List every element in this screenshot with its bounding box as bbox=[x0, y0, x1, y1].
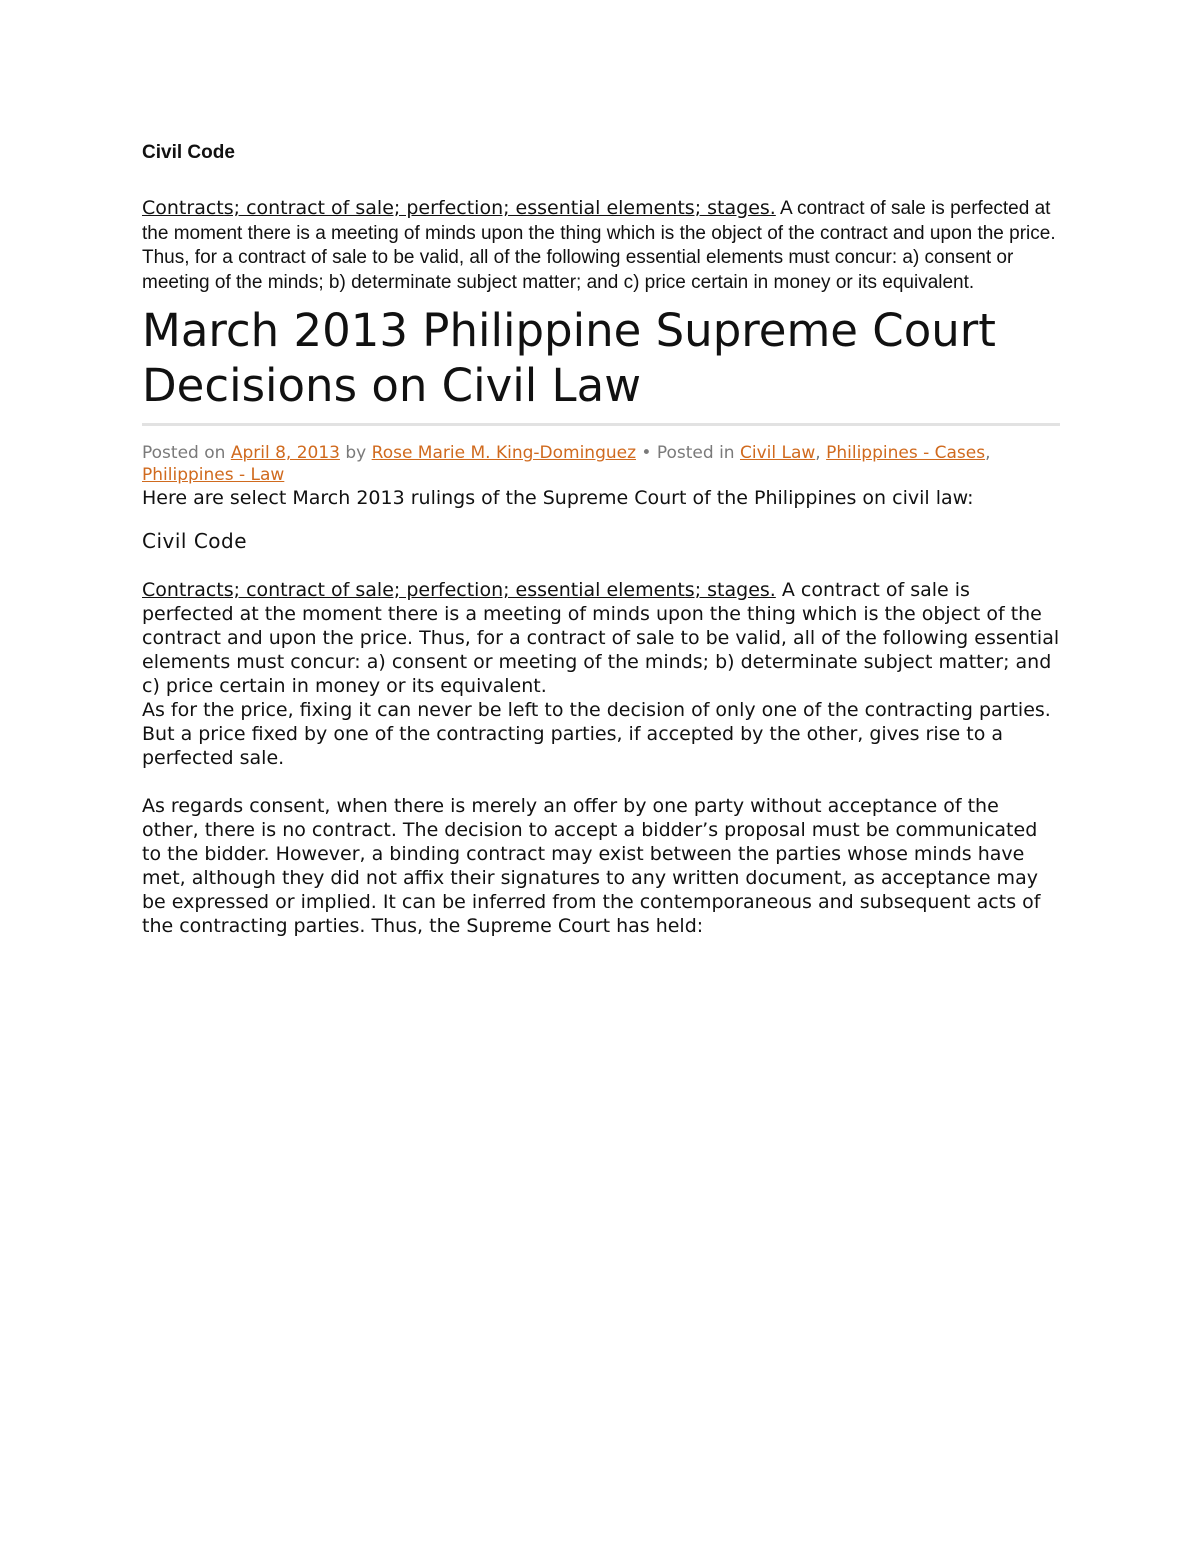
posted-in-label: • Posted in bbox=[636, 443, 740, 463]
category-separator: , bbox=[815, 443, 827, 463]
section-heading: Civil Code bbox=[142, 142, 235, 163]
category-link-philippines-cases[interactable]: Philippines - Cases bbox=[826, 443, 986, 463]
paragraph-lead: Contracts; contract of sale; perfection; essential elements; stages. bbox=[142, 197, 776, 219]
article-title: March 2013 Philippine Supreme Court Decisions on Civil Law bbox=[142, 303, 1060, 426]
article-section-heading: Civil Code bbox=[142, 529, 248, 553]
article-paragraph-1 bbox=[142, 578, 1060, 698]
article-paragraph-3: As regards consent, when there is merely an offer by one party without acceptance of the other, there is no contract. The decision to accept a bidder’s proposal must be communicated to the bidder. However, a binding contract may exist between the parties whose minds have met, although they did not affix their signatures to any written document, as acceptance may be expressed or implied. It can be inferred from the contemporaneous and subsequent acts of the contracting parties. Thus, the Supreme Court has held: bbox=[142, 795, 1041, 937]
article-paragraph-2: As for the price, fixing it can never be left to the decision of only one of the contracting parties. But a price fixed by one of the contracting parties, if accepted by the other, gives rise to a perfected sale. bbox=[142, 699, 1051, 769]
post-date-link[interactable]: April 8, 2013 bbox=[230, 443, 340, 463]
category-link-civil-law[interactable]: Civil Law bbox=[739, 443, 816, 463]
section-paragraph bbox=[142, 196, 1060, 295]
author-link[interactable]: Rose Marie M. King-Dominguez bbox=[371, 443, 637, 463]
by-label: by bbox=[339, 443, 372, 463]
document-page bbox=[142, 140, 1060, 938]
category-link-philippines-law[interactable]: Philippines - Law bbox=[142, 465, 285, 485]
paragraph-lead: Contracts; contract of sale; perfection; essential elements; stages. bbox=[142, 579, 776, 601]
post-meta bbox=[142, 442, 1060, 486]
paragraph-text: A contract of sale is perfected at the moment there is a meeting of minds upon the thing which is the object of the contract and upon the price. Thus, for a contract of sale to be valid, all of the following essential elements must concur: a) consent or meeting of the minds; b) determinate subject matter; and c) price certain in money or its equivalent. bbox=[142, 198, 1056, 293]
paragraph-text: A contract of sale is perfected at the moment there is a meeting of minds upon the thing which is the object of the contract and upon the price. Thus, for a contract of sale to be valid, all of the following essential elements must concur: a) consent or meeting of the minds; b) determinate subject matter; and c) price certain in money or its equivalent. bbox=[142, 579, 1060, 697]
category-separator: , bbox=[985, 443, 991, 463]
article-intro: Here are select March 2013 rulings of the Supreme Court of the Philippines on civil law: bbox=[142, 487, 974, 509]
posted-on-label: Posted on bbox=[142, 443, 231, 463]
